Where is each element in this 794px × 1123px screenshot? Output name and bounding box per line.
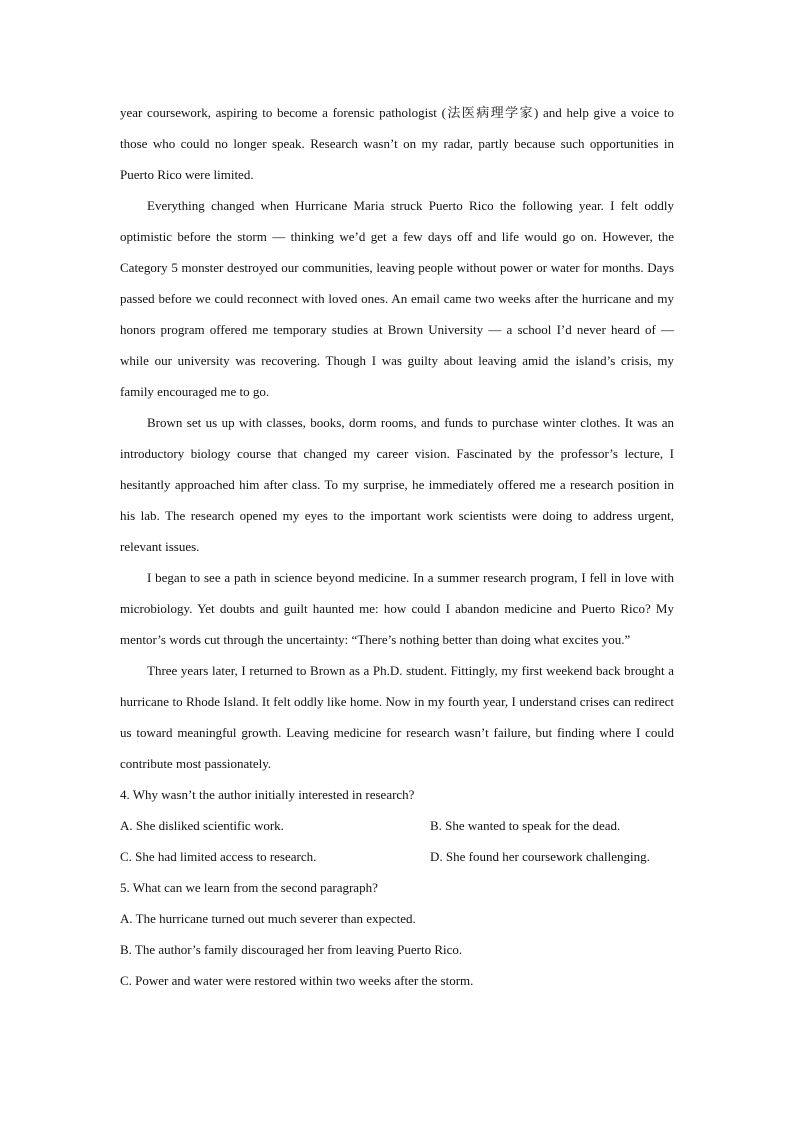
passage-paragraph-3: Brown set us up with classes, books, dorm rooms, and funds to purchase winter clothes. It was an introductory biology course that changed my career vision. Fascinated by the professor’s lecture, I hesitantly approached him after class. To my surprise, he immediately offered me a research position in his lab. The research opened my eyes to the important work scientists were doing to address urgent, relevant issues. xyxy=(120,415,674,554)
question-4-option-d: D. She found her coursework challenging. xyxy=(430,849,650,864)
question-4-option-b: B. She wanted to speak for the dead. xyxy=(430,818,621,833)
document-page xyxy=(120,97,674,996)
question-5-stem: 5. What can we learn from the second paragraph? xyxy=(120,880,378,895)
question-4-options-row-2 xyxy=(120,841,674,872)
passage-paragraph-1: year coursework, aspiring to become a forensic pathologist (法医病理学家) and help give a voice to those who could no longer speak. Research wasn’t on my radar, partly because such opportunities in Puerto Rico were limited. xyxy=(120,105,674,182)
question-5-option-b: B. The author’s family discouraged her from leaving Puerto Rico. xyxy=(120,942,463,957)
question-4-option-c: C. She had limited access to research. xyxy=(120,849,317,864)
question-5-option-c: C. Power and water were restored within two weeks after the storm. xyxy=(120,973,474,988)
question-4-options-row-1 xyxy=(120,810,674,841)
passage-paragraph-5: Three years later, I returned to Brown as a Ph.D. student. Fittingly, my first weekend back brought a hurricane to Rhode Island. It felt oddly like home. Now in my fourth year, I understand crises can redirect us toward meaningful growth. Leaving medicine for research wasn’t failure, but finding where I could contribute most passionately. xyxy=(120,663,674,771)
passage-paragraph-2: Everything changed when Hurricane Maria struck Puerto Rico the following year. I felt oddly optimistic before the storm — thinking we’d get a few days off and life would go on. However, the Category 5 monster destroyed our communities, leaving people without power or water for months. Days passed before we could reconnect with loved ones. An email came two weeks after the hurricane and my honors program offered me temporary studies at Brown University — a school I’d never heard of — while our university was recovering. Though I was guilty about leaving amid the island’s crisis, my family encouraged me to go. xyxy=(120,198,674,399)
question-5-option-a: A. The hurricane turned out much severer than expected. xyxy=(120,911,416,926)
question-4-stem: 4. Why wasn’t the author initially interested in research? xyxy=(120,787,415,802)
passage-paragraph-4: I began to see a path in science beyond medicine. In a summer research program, I fell in love with microbiology. Yet doubts and guilt haunted me: how could I abandon medicine and Puerto Rico? My mentor’s words cut through the uncertainty: “There’s nothing better than doing what excites you.” xyxy=(120,570,674,647)
question-4-option-a: A. She disliked scientific work. xyxy=(120,818,284,833)
